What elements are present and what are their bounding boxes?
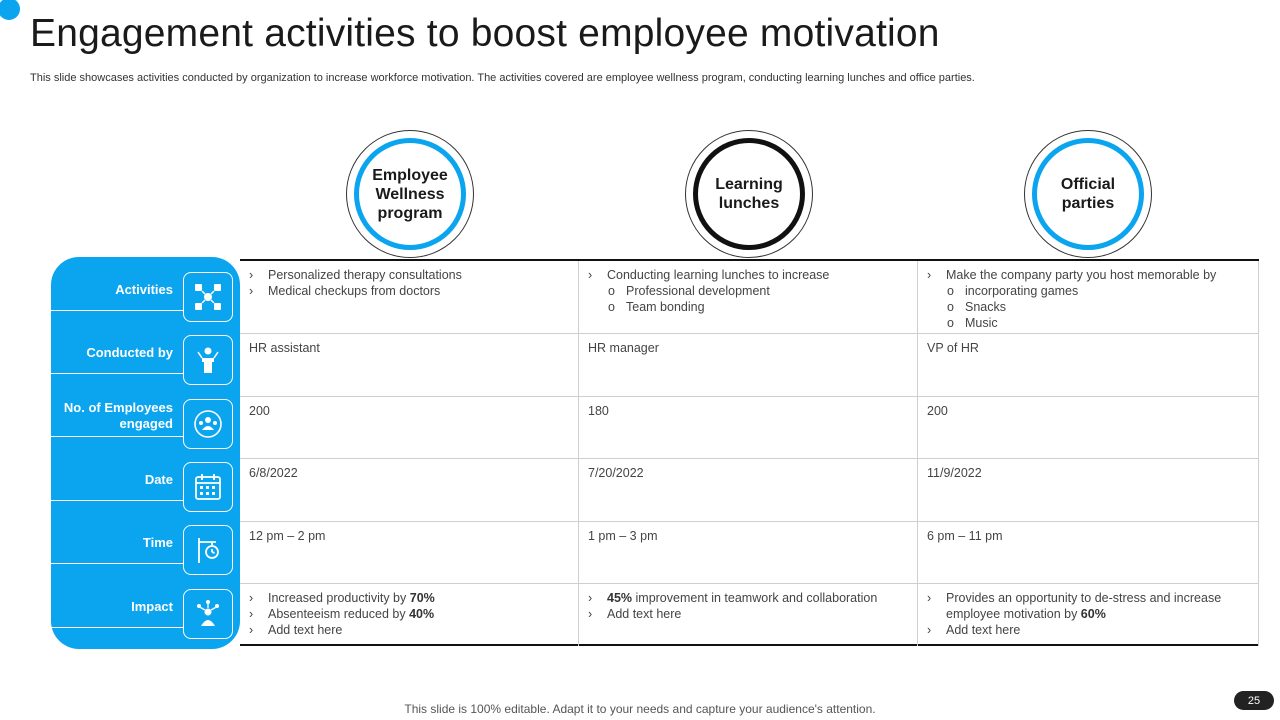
bullet-text-part: Provides an opportunity to de-stress and increase employee motivation by	[946, 591, 1222, 621]
page-subtitle: This slide showcases activities conducted by organization to increase workforce motivation. The activities covered are employee wellness program, conducting learning lunches and office parties.	[30, 72, 975, 84]
bullet-text-part: Personalized therapy consultations	[268, 268, 462, 282]
table-cell	[579, 584, 918, 646]
table-cell: 6 pm – 11 pm	[918, 522, 1259, 584]
row-label-employees: No. of Employees engaged	[63, 400, 173, 431]
table-cell: 1 pm – 3 pm	[579, 522, 918, 584]
bullet-text	[268, 267, 462, 283]
bullet-marker: ›	[249, 607, 254, 621]
table-cell	[918, 261, 1259, 334]
row-divider	[51, 500, 185, 501]
bullet-text	[965, 299, 1006, 315]
bullet-marker: o	[947, 284, 954, 298]
bullet-item	[588, 606, 909, 622]
bullet-item	[249, 622, 570, 638]
row-divider	[51, 627, 185, 628]
page-number-badge: 25	[1234, 691, 1274, 710]
row-label-conducted-by: Conducted by	[86, 345, 173, 360]
table-cell: 200	[918, 397, 1259, 459]
bullet-text-part: Increased productivity by	[268, 591, 410, 605]
bullet-highlight: 40%	[409, 607, 435, 621]
page-title: Engagement activities to boost employee motivation	[30, 12, 940, 55]
bullet-text	[268, 283, 440, 299]
bullet-marker: ›	[927, 268, 932, 282]
bullet-highlight: 70%	[409, 591, 435, 605]
table-cell	[240, 261, 579, 334]
bullet-item	[927, 283, 1250, 299]
bullet-text-part: Music	[965, 316, 998, 330]
table-cell: 6/8/2022	[240, 459, 579, 522]
table-cell: VP of HR	[918, 334, 1259, 397]
column-header-wellness	[346, 130, 474, 258]
bullet-item	[588, 283, 909, 299]
bullet-text	[607, 590, 877, 606]
bullet-highlight: 60%	[1080, 607, 1106, 621]
bullet-item	[927, 315, 1250, 331]
bullet-text	[268, 622, 342, 638]
team-cycle-icon	[183, 399, 233, 449]
table-cell: HR assistant	[240, 334, 579, 397]
bullet-text-part: Absenteeism reduced by	[268, 607, 410, 621]
row-divider	[51, 373, 185, 374]
column-header-learning	[685, 130, 813, 258]
bullet-marker: o	[947, 316, 954, 330]
bullet-text-part: incorporating games	[965, 284, 1079, 298]
table-cell: 12 pm – 2 pm	[240, 522, 579, 584]
bullet-item	[927, 590, 1250, 622]
bullet-text-part: Make the company party you host memorable by	[946, 268, 1217, 282]
row-label-time: Time	[142, 535, 173, 550]
bullet-text	[965, 283, 1078, 299]
bullet-text-part: Team bonding	[626, 300, 705, 314]
bullet-item	[588, 267, 909, 283]
bullet-highlight: 45%	[607, 591, 633, 605]
bullet-text-part: Add text here	[268, 623, 343, 637]
activity-table	[240, 259, 1259, 646]
calendar-icon	[183, 462, 233, 512]
row-label-impact: Impact	[131, 599, 173, 614]
corner-accent-dot	[0, 0, 20, 20]
bullet-text-part: Add text here	[607, 607, 682, 621]
column-header-label: Learning lunches	[715, 176, 783, 212]
bullet-marker: ›	[249, 284, 254, 298]
bullet-item	[588, 590, 909, 606]
network-people-icon	[183, 272, 233, 322]
bullet-text	[626, 283, 770, 299]
bullet-text-part: Conducting learning lunches to increase	[607, 268, 830, 282]
bullet-marker: ›	[249, 268, 254, 282]
bullet-text	[626, 299, 705, 315]
bullet-item	[249, 283, 570, 299]
bullet-marker: ›	[588, 607, 593, 621]
bullet-marker: ›	[927, 591, 932, 605]
bullet-text	[607, 267, 829, 283]
bullet-item	[249, 267, 570, 283]
bullet-marker: ›	[249, 623, 254, 637]
footer-note: This slide is 100% editable. Adapt it to your needs and capture your audience's attention.	[404, 702, 876, 716]
bullet-text-part: Medical checkups from doctors	[268, 284, 441, 298]
bullet-text-part: Snacks	[965, 300, 1006, 314]
clock-signboard-icon	[183, 525, 233, 575]
bullet-text	[268, 606, 434, 622]
bullet-marker: o	[947, 300, 954, 314]
bullet-item	[927, 267, 1250, 283]
bullet-text	[268, 590, 435, 606]
bullet-marker: o	[608, 284, 615, 298]
table-cell: 7/20/2022	[579, 459, 918, 522]
bullet-marker: ›	[249, 591, 254, 605]
table-cell: 180	[579, 397, 918, 459]
bullet-item	[927, 622, 1250, 638]
bullet-marker: ›	[588, 591, 593, 605]
bullet-text	[946, 622, 1020, 638]
bullet-marker: ›	[588, 268, 593, 282]
bullet-marker: ›	[927, 623, 932, 637]
table-cell: 11/9/2022	[918, 459, 1259, 522]
bullet-text	[946, 590, 1250, 622]
bullet-text	[607, 606, 681, 622]
bullet-text	[965, 315, 998, 331]
column-header-parties	[1024, 130, 1152, 258]
person-growth-icon	[183, 589, 233, 639]
bullet-item	[927, 299, 1250, 315]
row-divider	[51, 310, 185, 311]
table-cell	[918, 584, 1259, 646]
row-divider	[51, 436, 185, 437]
row-label-date: Date	[144, 472, 173, 487]
column-header-label: Official parties	[1060, 176, 1116, 212]
bullet-text-part: Professional development	[626, 284, 770, 298]
table-cell	[240, 584, 579, 646]
row-divider	[51, 563, 185, 564]
bullet-text-part: Add text here	[946, 623, 1021, 637]
row-label-activities: Activities	[115, 282, 173, 297]
bullet-item	[249, 606, 570, 622]
bullet-text-part: improvement in teamwork and collaboration	[632, 591, 878, 605]
table-cell: HR manager	[579, 334, 918, 397]
table-cell: 200	[240, 397, 579, 459]
column-header-label: Employee Wellness program	[372, 166, 448, 222]
bullet-text	[946, 267, 1216, 283]
table-cell	[579, 261, 918, 334]
bullet-item	[588, 299, 909, 315]
bullet-marker: o	[608, 300, 615, 314]
presenter-podium-icon	[183, 335, 233, 385]
bullet-item	[249, 590, 570, 606]
